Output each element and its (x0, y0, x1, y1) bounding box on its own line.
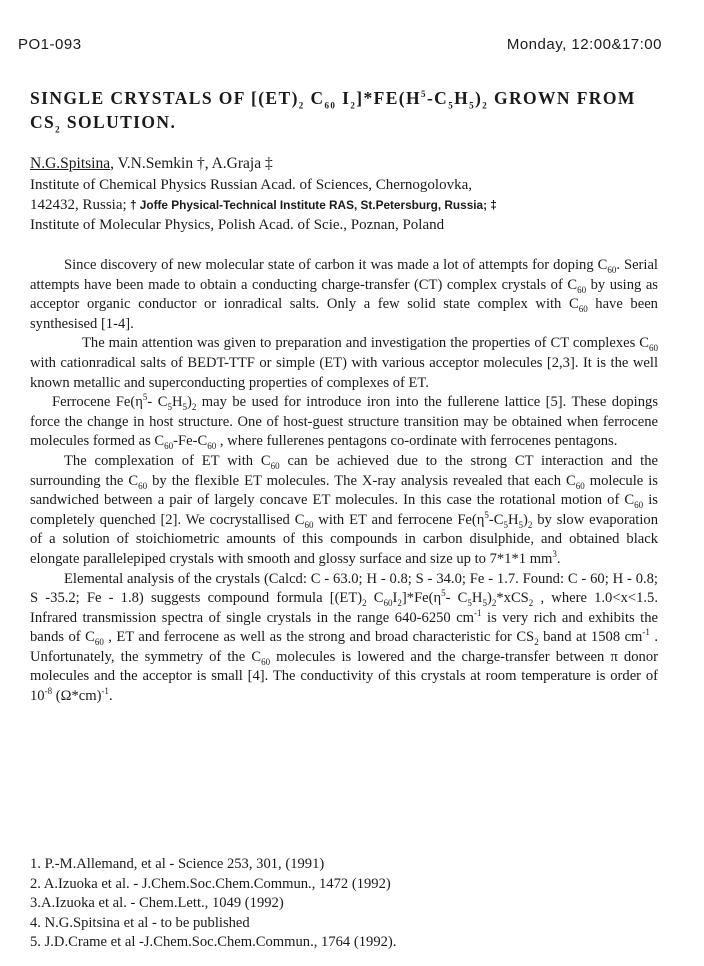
reference-item: 3.A.Izuoka et al. - Chem.Lett., 1049 (1992) (30, 895, 284, 912)
paragraph-3: Ferrocene $Fe(\eta^5-$ $C_5H_5)_2$ may be used for introduce iron into the fullerene lattice [5]. These dopings force the change in host structure. One of host-guest structure transition may be obtained when ferrocene molecules formed as $C_{60}-Fe-C_{60}$ , where fullerenes pentagons co-ordinate with ferrocenes pentagons. (30, 392, 659, 452)
paragraph-5: Elemental analysis of the crystals (Calcd: C - 63.0; H - 0.8; S - 34.0; Fe - 1.7. Found: C - 60; H - 0.8; S -35.2; Fe - 1.8) suggests compound formula [$(ET)_2$ $C_{60}I_2]*Fe(\eta^5-$ $C_5H_5)_2*xCS_2$ , where 1.0<x<1.5. Infrared transmission spectra of single crystals in the range 640-6250 $cm^{-1}$ is very rich and exhibits the bands of $C_{60}$ , ET and ferrocene as well as the strong and broad characteristic for $CS_2$ band at 1508 $cm^{-1}$ . Unfortunately, the symmetry of the $C_{60}$ molecules is lowered and the charge-transfer between π donor molecules and the acceptor is small [4]. The conductivity of this crystals at room temperature is order of $10^{-8}$ $(\Omega*cm)^{-1}$. (30, 570, 659, 705)
paragraph-1: Since discovery of new molecular state of carbon it was made a lot of attempts for doping $C_{60}$. Serial attempts have been made to obtain a conducting charge-transfer (CT) complex crystals of $C_{60}$ by using as acceptor organic conductor or ionradical salts. Only a few solid state complex with $C_{60}$ have been synthesised [1-4]. (30, 257, 658, 332)
paragraph-2: The main attention was given to preparation and investigation the properties of CT complexes $C_{60}$ with cationradical salts of BEDT-TTF or simple (ET) with various acceptor molecules [2,3]. It is the well known metallic and superconducting properties of complexes of ET. (30, 335, 658, 391)
paragraph-4: The complexation of ET with $C_{60}$ can be achieved due to the strong CT interaction and the surrounding the $C_{60}$ by the flexible ET molecules. The X-ray analysis revealed that each $C_{60}$ molecule is sandwiched between a pair of largely concave ET molecules. In this case the rotational motion of $C_{60}$ is completely quenched [2]. We cocrystallised $C_{60}$ with ET and ferrocene $Fe(\eta^5-C_5H_5)_2$ by slow evaporation of a solution of stoichiometric amounts of this compounds in carbon disulphide, and obtained black elongate parallelepiped crystals with smooth and glossy surface and size up to 7*1*1 $mm^3$. (30, 452, 659, 567)
reference-list (30, 855, 658, 953)
paper-title: SINGLE CRYSTALS OF [$(ET)_2$ $C_{60}$ $I_2]*FE(H^5-C_5H_5)_2$ GROWN FROM $CS_2$ SOLUTION. (30, 88, 636, 135)
author-list: N.G.Spitsina, V.N.Semkin †, A.Graja ‡ (30, 155, 273, 172)
reference-item: 1. P.-M.Allemand, et al - Science 253, 301, (1991) (30, 856, 325, 872)
session-time: Monday, 12:00&17:00 (506, 36, 662, 53)
reference-item: 5. J.D.Crame et al -J.Chem.Soc.Chem.Commun., 1764 (1992). (30, 934, 397, 951)
abstract-body (30, 256, 658, 707)
reference-item: 4. N.G.Spitsina et al - to be published (30, 914, 250, 931)
first-author: N.G.Spitsina (30, 155, 111, 172)
poster-code: PO1-093 (18, 36, 82, 53)
reference-item: 2. A.Izuoka et al. - J.Chem.Soc.Chem.Commun., 1472 (1992) (30, 875, 391, 892)
affiliations: Institute of Chemical Physics Russian Acad. of Sciences, Chernogolovka, 142432, Russia; † Joffe Physical-Technical Institute RAS, St.Petersburg, Russia; ‡ Institute of Molecular Physics, Polish Acad. of Scie., Poznan, Poland (30, 177, 497, 233)
